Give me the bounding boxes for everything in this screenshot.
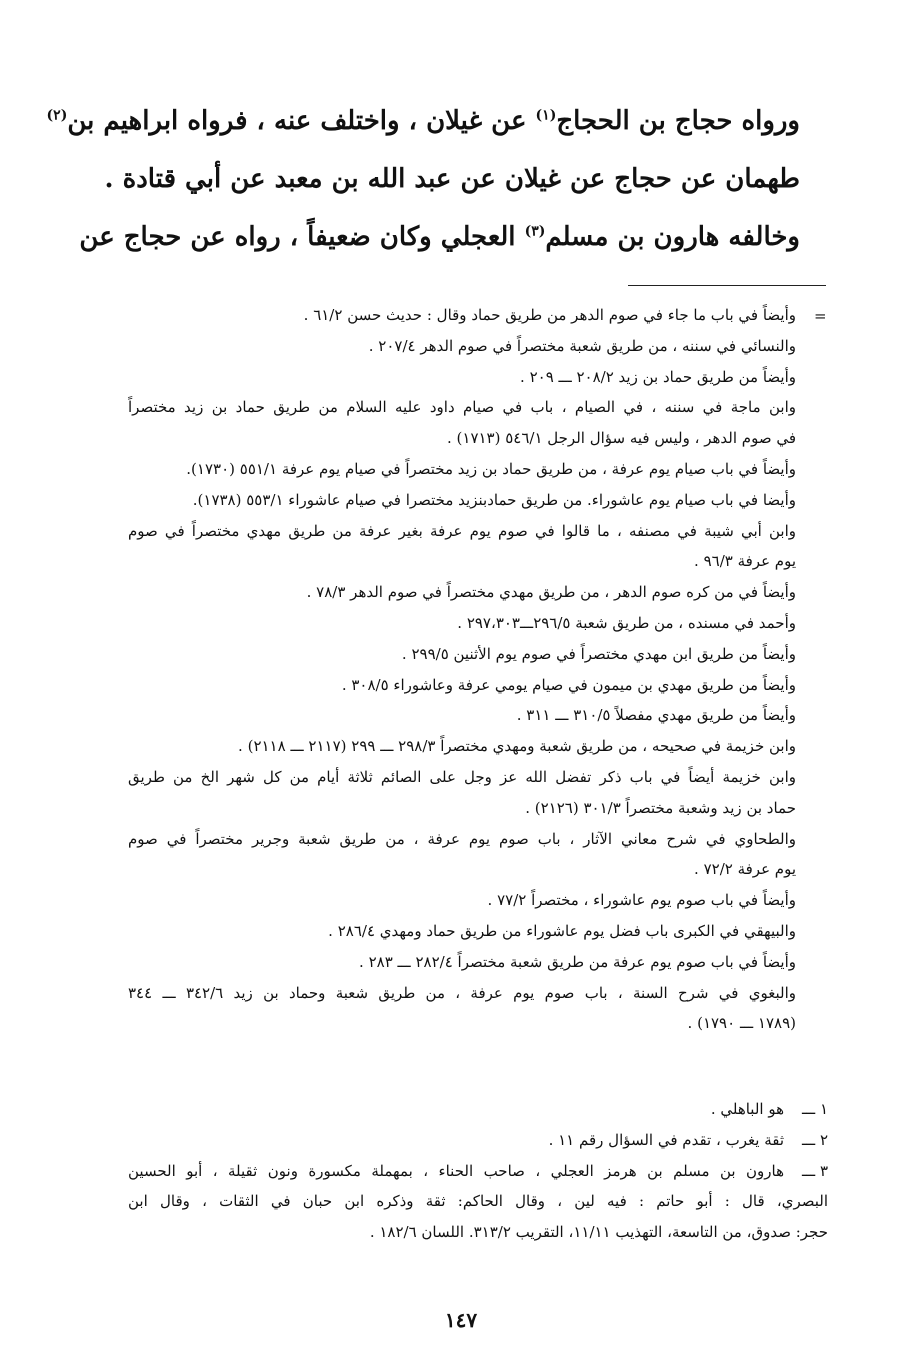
note-line: وابن أبي شيبة في مصنفه ، ما قالوا في صوم يوم عرفة بغير عرفة من طريق مهدي مختصراً في صوم (128, 521, 796, 540)
footnote-number: ٣ ـــ (801, 1161, 828, 1180)
note-line: وأحمد في مسنده ، من طريق شعبة ٢٩٦/٥ـــ٢٩٧،٣٠٣ . (457, 613, 796, 632)
footnote-text: البصري، قال : أبو حاتم : فيه لين ، وقال الحاكم: ثقة وذكره ابن حبان في الثقات ، وقال ابن (128, 1192, 828, 1211)
page-number: ١٤٧ (444, 1308, 478, 1332)
note-line: والطحاوي في شرح معاني الآثار ، باب صوم يوم عرفة ، من طريق شعبة وجرير مختصراً في صوم (128, 829, 796, 848)
footnote-ref-3: (٣) (524, 223, 546, 240)
footnote-text: هارون بن مسلم بن هرمز العجلي ، صاحب الحناء ، بمهملة مكسورة ونون ثقيلة ، أبو الحسين (128, 1161, 784, 1180)
footnote-3-cont (128, 1186, 828, 1217)
note-line: وأيضاً من طريق حماد بن زيد ٢٠٨/٢ ـــ ٢٠٩ . (520, 367, 796, 386)
main-line-1 (46, 92, 800, 150)
note-line: وأيضا في باب صيام يوم عاشوراء. من طريق حمادبنزيد مختصرا في صيام عاشوراء ٥٥٣/١ (١٧٣٨). (192, 490, 796, 509)
continued-footnote (128, 300, 796, 1039)
footnote-text: هو الباهلي . (710, 1100, 784, 1118)
main-text (46, 92, 800, 266)
footnote-text: ثقة يغرب ، تقدم في السؤال رقم ١١ . (548, 1130, 784, 1149)
footnote-3-cont (128, 1217, 828, 1248)
footnotes (128, 1094, 828, 1248)
footnote-ref-1: (١) (535, 107, 557, 124)
note-line: وأيضاً في باب صوم يوم عرفة من طريق شعبة مختصراً ٢٨٢/٤ ـــ ٢٨٣ . (359, 952, 796, 971)
note-line: وابن خزيمة في صحيحه ، من طريق شعبة ومهدي مختصراً ٢٩٨/٣ ـــ ٢٩٩ (٢١١٧ ـــ ٢١١٨) . (238, 737, 796, 756)
note-line: وابن ماجة في سننه ، في الصيام ، باب في صيام داود عليه السلام من طريق حماد بن زيد مختصراً (128, 398, 796, 417)
note-line: والبغوي في شرح السنة ، باب صوم يوم عرفة ، من طريق شعبة وحماد بن زيد ٣٤٢/٦ ـــ ٣٤٤ (128, 983, 796, 1002)
footnote-text: حجر: صدوق، من التاسعة، التهذيب ١١/١١، التقريب ٣١٣/٢. اللسان ١٨٢/٦ . (369, 1223, 828, 1242)
note-line: وأيضاً في باب صوم يوم عاشوراء ، مختصراً ٧٧/٢ . (487, 891, 796, 910)
continuation-mark: = (814, 307, 827, 325)
footnote-ref-2: (٢) (46, 107, 68, 124)
footnote-number: ٢ ـــ (801, 1130, 828, 1149)
note-line: وأيضاً في باب صيام يوم عرفة ، من طريق حماد بن زيد مختصراً في صيام يوم عرفة ٥٥١/١ (١٧٣٠). (186, 459, 796, 478)
note-line: يوم عرفة ٧٢/٢ . (694, 860, 796, 879)
note-line: حماد بن زيد وشعبة مختصراً ٣٠١/٣ (٢١٢٦) . (525, 798, 796, 817)
note-line: في صوم الدهر ، وليس فيه سؤال الرجل ٥٤٦/١ (١٧١٣) . (447, 429, 796, 448)
note-line: وأيضاً من طريق ابن مهدي مختصراً في صوم يوم الأثنين ٢٩٩/٥ . (401, 644, 796, 663)
note-line: يوم عرفة ٩٦/٣ . (694, 552, 796, 571)
note-line: والبيهقي في الكبرى باب فضل يوم عاشوراء من طريق حماد ومهدي ٢٨٦/٤ . (328, 921, 796, 940)
main-line-3-part-a: وخالفه هارون بن مسلم (545, 222, 800, 252)
main-line-1-part-a: ورواه حجاج بن الحجاج (556, 106, 800, 136)
footnote-number: ١ ـــ (801, 1100, 828, 1118)
note-line: والنسائي في سننه ، من طريق شعبة مختصراً في صوم الدهر ٢٠٧/٤ . (368, 336, 796, 355)
note-line: (١٧٨٩ ـــ ١٧٩٠) . (687, 1014, 796, 1033)
main-line-1-part-b: عن غيلان ، واختلف عنه ، فرواه ابراهيم بن (67, 106, 536, 136)
note-line: وأيضاً من طريق مهدي مفصلاً ٣١٠/٥ ـــ ٣١١ . (516, 706, 796, 725)
note-line: وأيضاً من طريق مهدي بن ميمون في صيام يومي عرفة وعاشوراء ٣٠٨/٥ . (341, 675, 796, 694)
footnote-1 (128, 1094, 828, 1125)
note-line: وابن خزيمة أيضاً في باب ذكر تفضل الله عز وجل على الصائم ثلاثة أيام من كل شهر الخ من طريق (128, 767, 796, 786)
main-line-3-part-b: العجلي وكان ضعيفاً ، رواه عن حجاج عن (79, 222, 525, 252)
note-line: وأيضاً في باب ما جاء في صوم الدهر من طريق حماد وقال : حديث حسن ٦١/٢ . (303, 306, 796, 324)
footnote-separator (628, 285, 826, 286)
note-line: وأيضاً في من كره صوم الدهر ، من طريق مهدي مختصراً في صوم الدهر ٧٨/٣ . (306, 583, 796, 602)
footnote-2 (128, 1125, 828, 1156)
main-line-3 (79, 208, 800, 266)
main-line-2: طهمان عن حجاج عن غيلان عن عبد الله بن معبد عن أبي قتادة . (104, 164, 800, 194)
footnote-3 (128, 1156, 828, 1187)
